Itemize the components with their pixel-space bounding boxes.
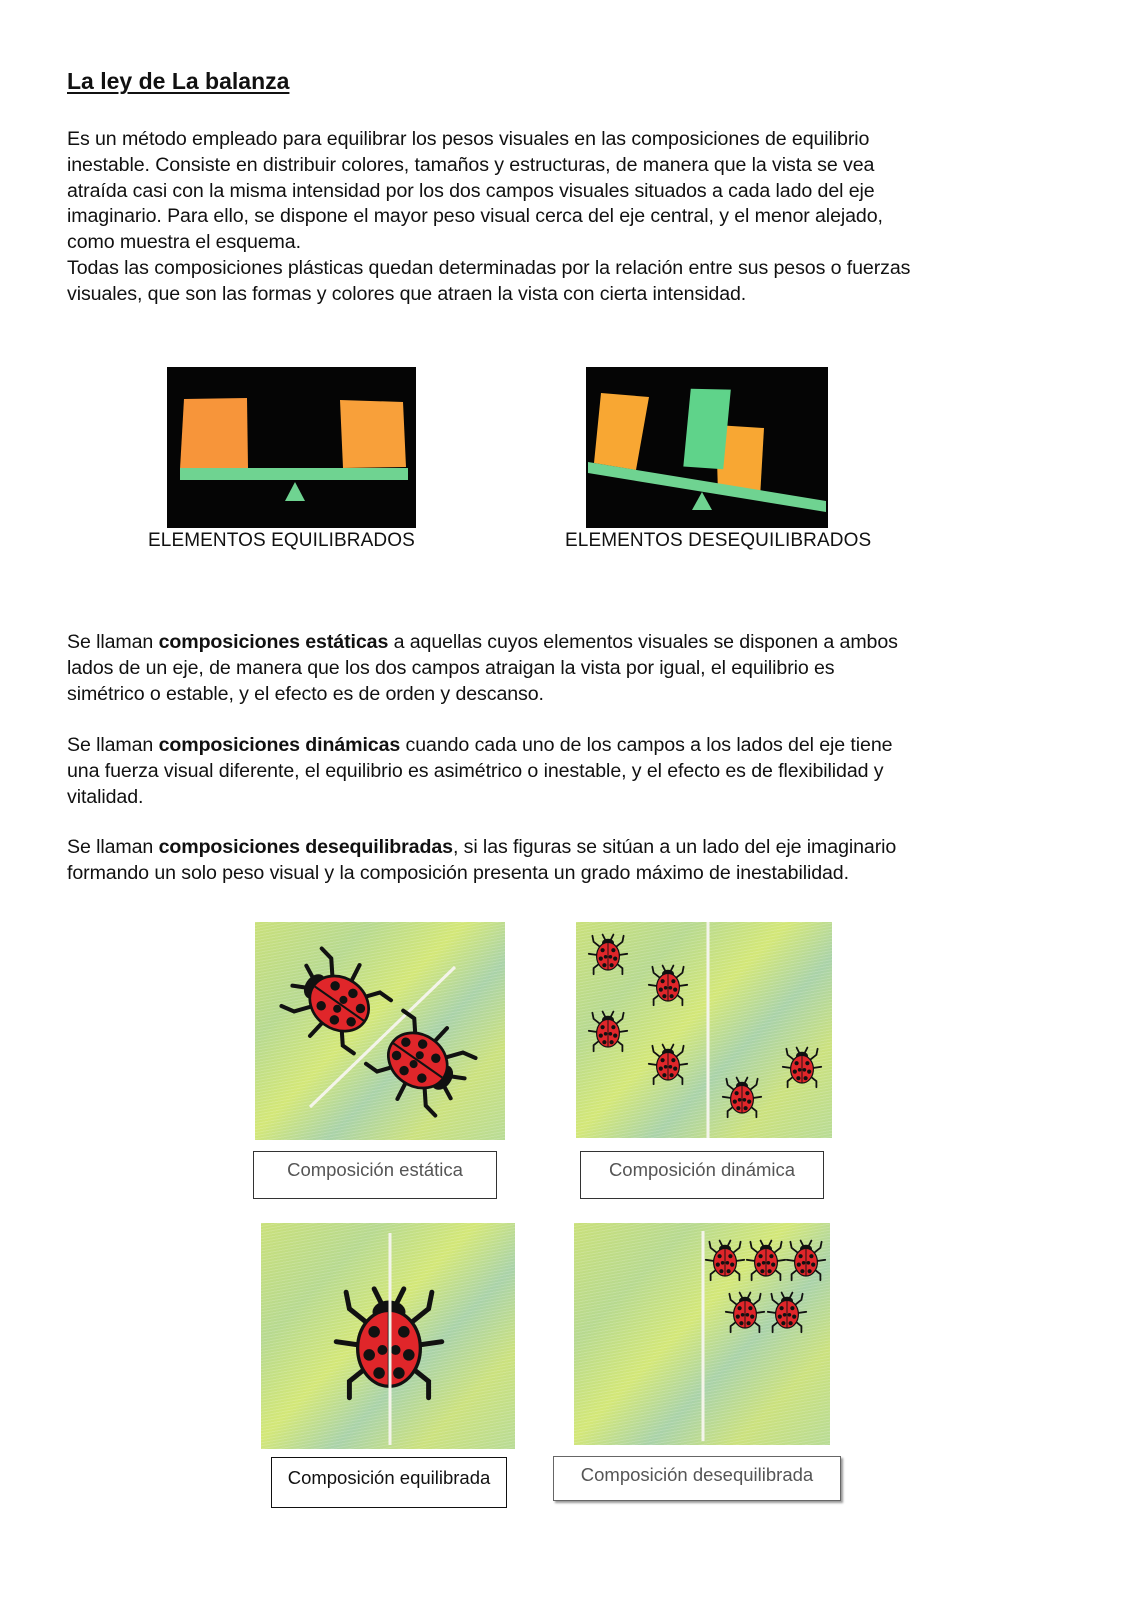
unbalanced-elements-image — [586, 367, 828, 528]
ladybug-icon — [649, 966, 687, 1006]
term-dynamic: composiciones dinámicas — [158, 734, 401, 756]
ladybug-icon — [723, 1078, 761, 1118]
dynamic-composition-image — [576, 922, 832, 1138]
intro-line: imaginario. Para ello, se dispone el mayor peso visual cerca del eje central, y el menor alejado, — [67, 205, 883, 228]
balance-scale-balanced-illustration — [167, 367, 416, 528]
term-unbalanced: composiciones desequilibradas — [158, 836, 453, 858]
ladybug-icon — [747, 1241, 785, 1281]
intro-line: inestable. Consiste en distribuir colores, tamaños y estructuras, de manera que la vista se vea — [67, 153, 875, 176]
intro-paragraph — [67, 127, 1067, 308]
ladybug-balanced-illustration — [261, 1223, 515, 1449]
ladybug-icon — [706, 1241, 744, 1281]
static-composition-caption: Composición estática — [287, 1159, 463, 1180]
intro-line: Todas las composiciones plásticas quedan determinadas por la relación entre sus pesos o fuerzas — [67, 256, 911, 279]
balanced-caption: ELEMENTOS EQUILIBRADOS — [148, 530, 415, 551]
ladybug-icon — [589, 935, 627, 975]
ladybug-dynamic-illustration — [576, 922, 832, 1138]
unbalanced-composition-caption: Composición desequilibrada — [580, 1464, 814, 1485]
intro-line: atraída casi con la misma intensidad por los dos campos visuales situados a cada lado del eje — [67, 179, 875, 202]
static-composition-image — [255, 922, 505, 1140]
intro-line: visuales, que son las formas y colores que atraen la vista con cierta intensidad. — [67, 282, 747, 305]
page-title: La ley de La balanza — [67, 68, 290, 94]
ladybug-icon — [360, 1002, 483, 1124]
definition-dynamic: Se llaman composiciones dinámicas cuando cada uno de los campos a los lados del eje tiene una fuerza visual diferente, el equilibrio es asimétrico o inestable, y el efecto es de flexibilidad y vitalidad. — [67, 734, 893, 808]
ladybug-static-illustration — [255, 922, 505, 1140]
ladybug-icon — [787, 1241, 825, 1281]
dynamic-composition-caption-box — [580, 1151, 824, 1199]
balanced-composition-image — [261, 1223, 515, 1449]
ladybug-icon — [649, 1045, 687, 1085]
static-composition-caption-box — [253, 1151, 497, 1199]
ladybug-icon — [275, 940, 398, 1062]
unbalanced-composition-image — [574, 1223, 830, 1445]
balanced-composition-caption: Composición equilibrada — [287, 1467, 491, 1488]
unbalanced-caption: ELEMENTOS DESEQUILIBRADOS — [565, 530, 872, 551]
ladybug-icon — [726, 1293, 764, 1333]
intro-line: Es un método empleado para equilibrar los pesos visuales en las composiciones de equilibrio — [67, 128, 870, 150]
balance-scale-unbalanced-illustration — [586, 367, 828, 528]
ladybug-unbalanced-illustration — [574, 1223, 830, 1445]
definition-static: Se llaman composiciones estáticas a aquellas cuyos elementos visuales se disponen a ambos lados de un eje, de manera que los dos campos atraigan la vista por igual, el equilibrio es simétrico o estable, y el efecto es de orden y descanso. — [67, 631, 898, 705]
definition-unbalanced: Se llaman composiciones desequilibradas, si las figuras se sitúan a un lado del eje imaginario formando un solo peso visual y la composición presenta un grado máximo de inestabilidad. — [67, 836, 897, 884]
balanced-elements-image — [167, 367, 416, 528]
ladybug-icon — [783, 1048, 821, 1088]
ladybug-icon — [589, 1012, 627, 1052]
intro-line: como muestra el esquema. — [67, 231, 301, 254]
ladybug-icon — [768, 1293, 806, 1333]
unbalanced-composition-caption-box — [553, 1456, 841, 1501]
dynamic-composition-caption: Composición dinámica — [608, 1159, 796, 1180]
balanced-composition-caption-box — [271, 1457, 507, 1508]
term-static: composiciones estáticas — [158, 631, 389, 653]
